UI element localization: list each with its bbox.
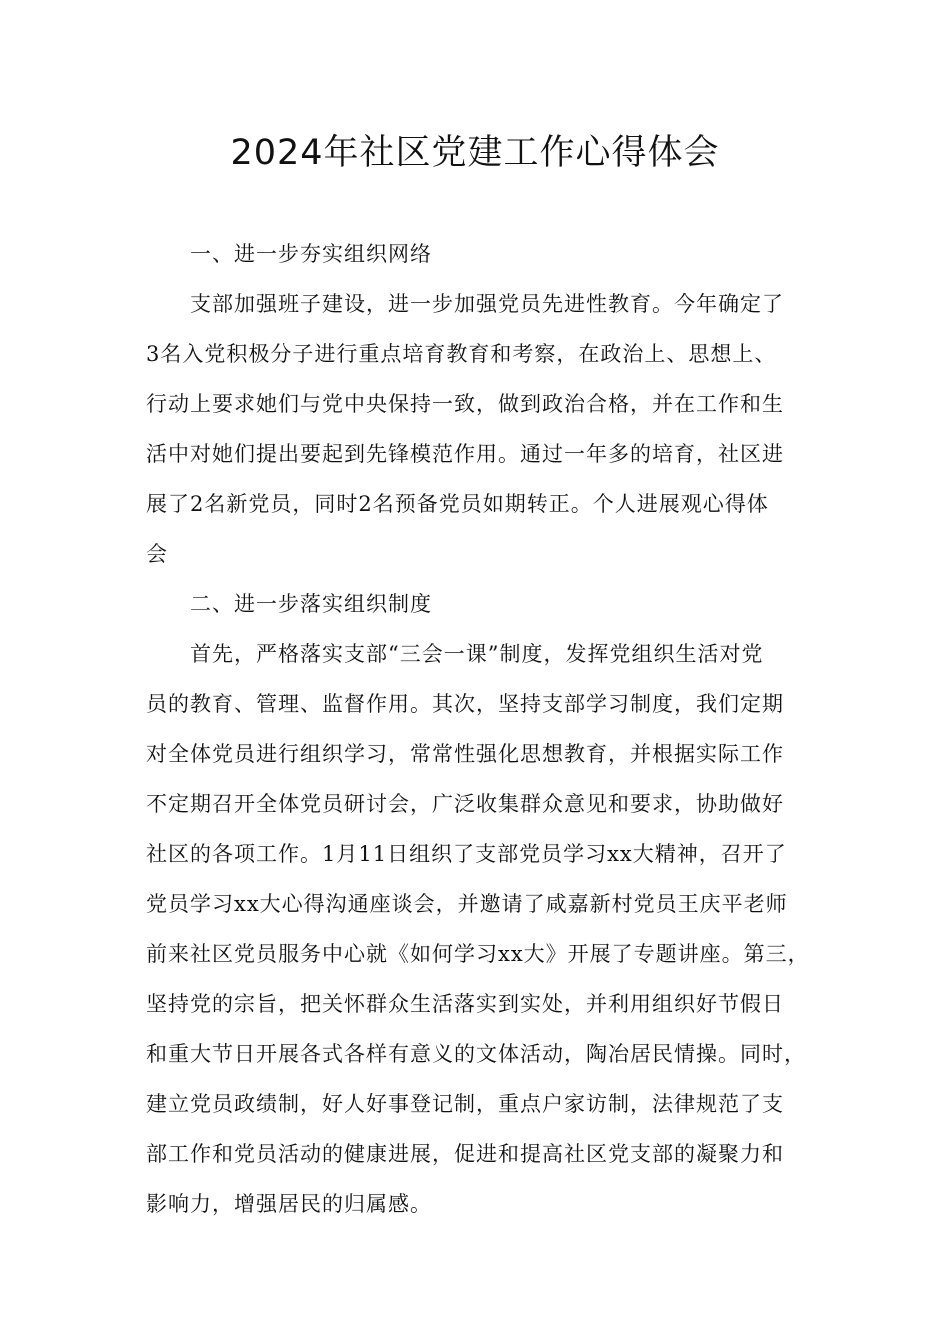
- paragraph-line: 对全体党员进行组织学习，常常性强化思想教育，并根据实际工作: [146, 742, 784, 766]
- paragraph-line: 前来社区党员服务中心就《如何学习xx大》开展了专题讲座。第三，: [146, 942, 810, 966]
- paragraph-line: 展了2名新党员，同时2名预备党员如期转正。个人进展观心得体: [146, 492, 769, 516]
- paragraph-line: 建立党员政绩制，好人好事登记制，重点户家访制，法律规范了支: [146, 1092, 784, 1116]
- section-heading-1: 一、进一步夯实组织网络: [190, 242, 432, 266]
- paragraph-line: 部工作和党员活动的健康进展，促进和提高社区党支部的凝聚力和: [146, 1142, 784, 1166]
- document-body: [146, 229, 810, 1229]
- paragraph-line: 行动上要求她们与党中央保持一致，做到政治合格，并在工作和生: [146, 392, 784, 416]
- section-heading-2: 二、进一步落实组织制度: [190, 592, 432, 616]
- paragraph-line: 党员学习xx大心得沟通座谈会，并邀请了咸嘉新村党员王庆平老师: [146, 892, 788, 916]
- paragraph-line: 员的教育、管理、监督作用。其次，坚持支部学习制度，我们定期: [146, 692, 784, 716]
- section-paragraph-1: [146, 279, 806, 579]
- section-paragraph-2: [146, 629, 810, 1229]
- paragraph-line: 社区的各项工作。1月11日组织了支部党员学习xx大精神，召开了: [146, 842, 787, 866]
- paragraph-line: 不定期召开全体党员研讨会，广泛收集群众意见和要求，协助做好: [146, 792, 784, 816]
- paragraph-line: 坚持党的宗旨，把关怀群众生活落实到实处，并利用组织好节假日: [146, 992, 784, 1016]
- paragraph-line: 3名入党积极分子进行重点培育教育和考察，在政治上、思想上、: [146, 342, 777, 366]
- document-title: 2024年社区党建工作心得体会: [230, 133, 720, 173]
- paragraph-line: 和重大节日开展各式各样有意义的文体活动，陶冶居民情操。同时，: [146, 1042, 806, 1066]
- paragraph-line: 支部加强班子建设，进一步加强党员先进性教育。今年确定了: [190, 292, 784, 316]
- paragraph-line: 影响力，增强居民的归属感。: [146, 1192, 432, 1216]
- paragraph-line: 活中对她们提出要起到先锋模范作用。通过一年多的培育，社区进: [146, 442, 784, 466]
- paragraph-line: 首先，严格落实支部“三会一课”制度，发挥党组织生活对党: [190, 642, 764, 666]
- paragraph-line: 会: [146, 542, 168, 566]
